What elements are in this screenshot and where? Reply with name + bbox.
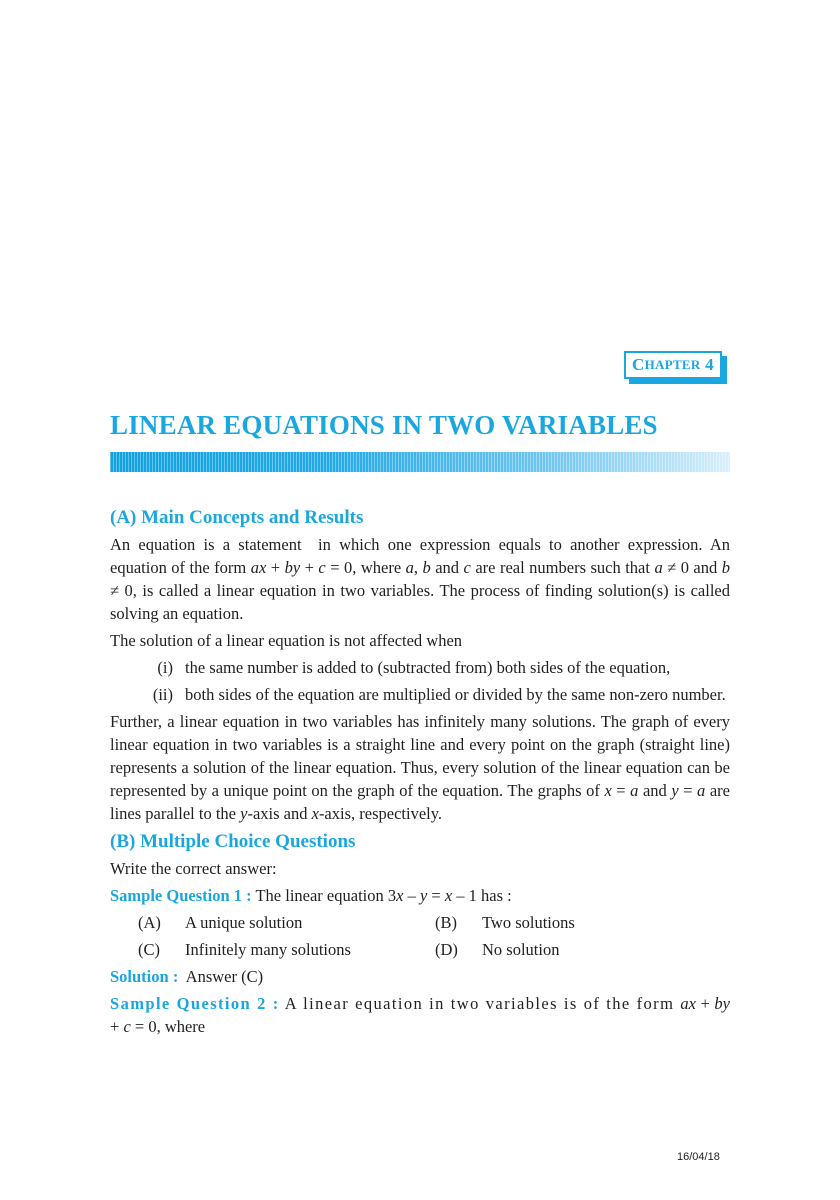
option-key: (C): [138, 940, 160, 959]
solution-line: [110, 965, 730, 988]
concepts-paragraph-1: An equation is a statement in which one expression equals to another expression. An equation of the form ax + by + c = 0, where a, b and c are real numbers such that a ≠ 0 and b ≠ 0, is called a linear equation in two variables. The process of finding solution(s) is called solving an equation.: [110, 535, 730, 623]
sample-question-1-label: Sample Question 1 :: [110, 886, 252, 905]
chapter-content: [110, 505, 730, 1042]
chapter-label-initial: C: [632, 355, 645, 374]
option-key: (D): [435, 940, 458, 959]
list-item: [110, 656, 730, 679]
list-item-number: (ii): [152, 685, 173, 704]
solution-text: Answer (C): [185, 967, 264, 986]
sample-question-2: Sample Question 2 : A linear equation in two variables is of the form ax + by + c = 0, where: [110, 994, 730, 1036]
sample-question-1: Sample Question 1 : The linear equation 3x – y = x – 1 has :: [110, 886, 512, 905]
chapter-title: LINEAR EQUATIONS IN TWO VARIABLES: [110, 410, 658, 440]
mcq-instruction: Write the correct answer:: [110, 859, 277, 878]
chapter-label-rest: HAPTER: [644, 357, 701, 372]
list-item-text: the same number is added to (subtracted from) both sides of the equation,: [185, 658, 671, 677]
chapter-badge: [624, 351, 722, 379]
concepts-paragraph-2: The solution of a linear equation is not affected when: [110, 631, 463, 650]
option-text: Two solutions: [482, 913, 575, 932]
title-decorative-bar: [110, 452, 730, 472]
option-key: (A): [138, 913, 161, 932]
sample-question-1-options-row-1: [110, 911, 730, 934]
concepts-paragraph-3: Further, a linear equation in two variables has infinitely many solutions. The graph of every linear equation in two variables is a straight line and every point on the graph (straight line) represents a solution of the linear equation. Thus, every solution of the linear equation can be represented by a unique point on the graph of the equation. The graphs of x = a and y = a are lines parallel to the y-axis and x-axis, respectively.: [110, 712, 730, 823]
section-a-heading: (A) Main Concepts and Results: [110, 507, 364, 528]
option-text: No solution: [482, 940, 560, 959]
list-item: [110, 683, 730, 706]
option-text: A unique solution: [185, 913, 303, 932]
sample-question-1-options-row-2: [110, 938, 730, 961]
list-item-text: both sides of the equation are multiplied or divided by the same non-zero number.: [185, 685, 726, 704]
chapter-number: 4: [705, 355, 714, 374]
section-b-heading: (B) Multiple Choice Questions: [110, 831, 356, 852]
footer-date: 16/04/18: [677, 1151, 720, 1163]
list-item-number: (i): [157, 658, 173, 677]
sample-question-2-label: Sample Question 2 :: [110, 994, 280, 1013]
solution-label: Solution :: [110, 967, 179, 986]
option-key: (B): [435, 913, 457, 932]
option-text: Infinitely many solutions: [185, 940, 351, 959]
